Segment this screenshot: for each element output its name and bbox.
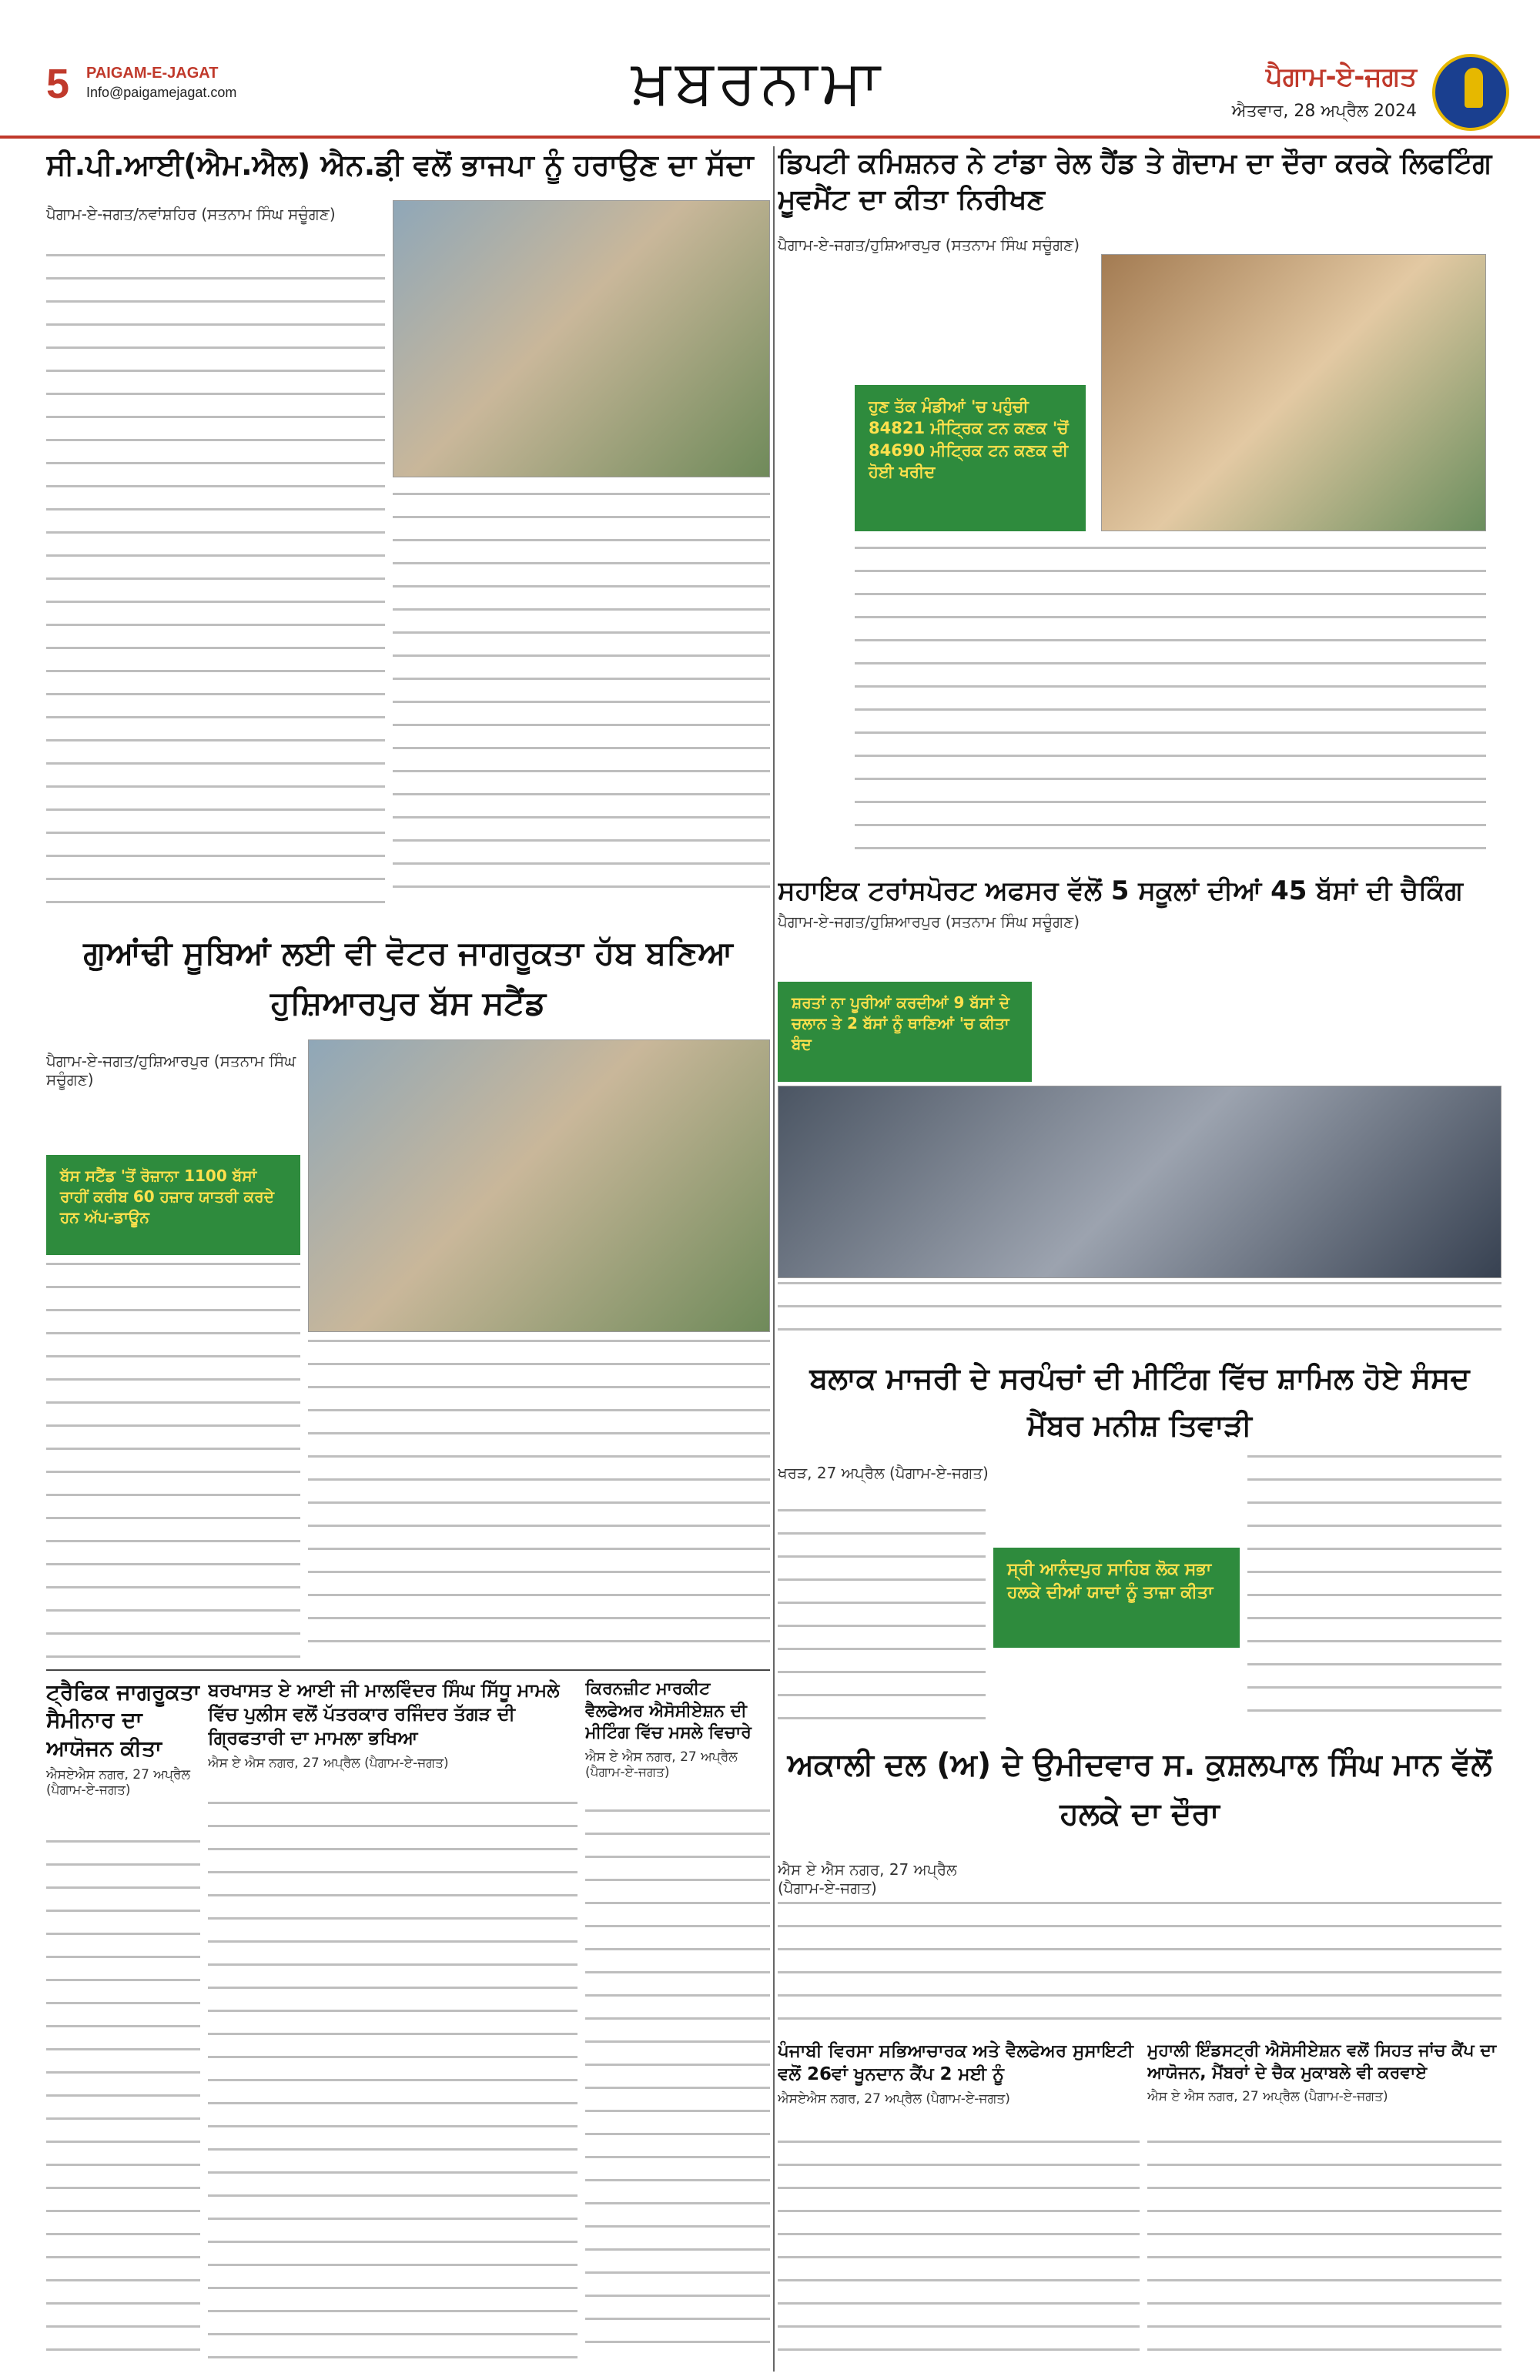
article-photo xyxy=(778,1086,1502,1278)
article-headline: ਅਕਾਲੀ ਦਲ (ਅ) ਦੇ ਉਮੀਦਵਾਰ ਸ. ਕੁਸ਼ਲਪਾਲ ਸਿੰਘ ਮਾਨ ਵੱਲੋਂ ਹਲਕੇ ਦਾ ਦੌਰਾ xyxy=(787,1747,1492,1832)
text-column xyxy=(778,1509,986,1725)
article-headline: ਸੀ.ਪੀ.ਆਈ(ਐਮ.ਐਲ) ਐਨ.ਡ਼ੀ ਵਲੋਂ ਭਾਜਪਾ ਨੂੰ ਹਰਾਉਣ ਦਾ ਸੱਦਾ xyxy=(46,148,754,182)
article-byline: ਪੈਗਾਮ-ਏ-ਜਗਤ/ਹੁਸ਼ਿਆਰਪੁਰ (ਸਤਨਾਮ ਸਿੰਘ ਸਚੂੰਗਣ) xyxy=(46,1052,296,1089)
text-column xyxy=(585,1809,770,2364)
text-column xyxy=(1247,1455,1502,1725)
article-byline: ਪੈਗਾਮ-ਏ-ਜਗਤ/ਨਵਾਂਸ਼ਹਿਰ (ਸਤਨਾਮ ਸਿੰਘ ਸਚੂੰਗਣ) xyxy=(46,205,336,223)
article-byline: ਐਸ ਏ ਐਸ ਨਗਰ, 27 ਅਪ੍ਰੈਲ (ਪੈਗਾਮ-ਏ-ਜਗਤ) xyxy=(1147,2089,1388,2105)
masthead xyxy=(0,0,1540,139)
article-byline-wrap xyxy=(778,1856,993,1902)
article-photo xyxy=(1101,254,1486,531)
text-column xyxy=(1147,2141,1502,2364)
contact-email[interactable]: Info@paigamejagat.com xyxy=(86,85,237,100)
section-divider xyxy=(46,1669,770,1671)
article-headline: ਬਲਾਕ ਮਾਜਰੀ ਦੇ ਸਰਪੰਚਾਂ ਦੀ ਮੀਟਿੰਗ ਵਿੱਚ ਸ਼ਾਮਿਲ ਹੋਏ ਸੰਸਦ ਮੈਂਬਰ ਮਨੀਸ਼ ਤਿਵਾੜੀ xyxy=(809,1361,1470,1442)
brand-name-en: PAIGAM-E-JAGAT xyxy=(86,65,219,82)
brand-name-pa: ਪੈਗਾਮ-ਏ-ਜਗਤ xyxy=(1265,62,1417,92)
article-headline: ਮੁਹਾਲੀ ਇੰਡਸਟ੍ਰੀ ਐਸੋਸੀਏਸ਼ਨ ਵਲੋਂ ਸਿਹਤ ਜਾਂਚ ਕੈਂਪ ਦਾ ਆਯੋਜਨ, ਮੈਂਬਰਾਂ ਦੇ ਚੈਕ ਮੁਕਾਬਲੇ ਵੀ ਕਰਵਾਏ xyxy=(1147,2041,1497,2083)
text-column xyxy=(308,1340,770,1663)
article-byline: ਪੈਗਾਮ-ਏ-ਜਗਤ/ਹੁਸ਼ਿਆਰਪੁਰ (ਸਤਨਾਮ ਸਿੰਘ ਸਚੂੰਗਣ) xyxy=(778,236,1080,254)
column-divider xyxy=(773,146,775,2372)
article-byline: ਐਸ ਏ ਐਸ ਨਗਰ, 27 ਅਪ੍ਰੈਲ (ਪੈਗਾਮ-ਏ-ਜਗਤ) xyxy=(208,1755,449,1771)
text-column xyxy=(778,1902,1502,2033)
article-highlight-box: ਬੱਸ ਸਟੈਂਡ 'ਤੋਂ ਰੋਜ਼ਾਨਾ 1100 ਬੱਸਾਂ ਰਾਹੀਂ ਕਰੀਬ 60 ਹਜ਼ਾਰ ਯਾਤਰੀ ਕਰਦੇ ਹਨ ਅੱਪ-ਡਾਊਨ xyxy=(46,1155,300,1255)
article-headline: ਕਿਰਨਜ਼ੀਟ ਮਾਰਕੀਟ ਵੈਲਫੇਅਰ ਐਸੋਸੀਏਸ਼ਨ ਦੀ ਮੀਟਿੰਗ ਵਿੱਚ ਮਸਲੇ ਵਿਚਾਰੇ xyxy=(585,1679,752,1743)
article-byline: ਐਸਏਐਸ ਨਗਰ, 27 ਅਪ੍ਰੈਲ (ਪੈਗਾਮ-ਏ-ਜਗਤ) xyxy=(778,2090,1010,2107)
article-headline: ਗੁਆਂਢੀ ਸੂਬਿਆਂ ਲਈ ਵੀ ਵੋਟਰ ਜਾਗਰੂਕਤਾ ਹੱਬ ਬਣਿਆ ਹੁਸ਼ਿਆਰਪੁਰ ਬੱਸ ਸਟੈਂਡ xyxy=(83,934,733,1023)
article-akali-dal xyxy=(778,1740,1502,1848)
article-headline: ਪੰਜਾਬੀ ਵਿਰਸਾ ਸਭਿਆਚਾਰਕ ਅਤੇ ਵੈਲਫੇਅਰ ਸੁਸਾਇਟੀ ਵਲੋਂ 26ਵਾਂ ਖੂਨਦਾਨ ਕੈਂਪ 2 ਮਈ ਨੂੰ xyxy=(778,2041,1133,2084)
article-byline: ਐਸਏਐਸ ਨਗਰ, 27 ਅਪ੍ਰੈਲ (ਪੈਗਾਮ-ਏ-ਜਗਤ) xyxy=(46,1767,190,1799)
article-manish-tewari xyxy=(778,1355,1502,1455)
torch-logo-icon xyxy=(1432,54,1509,131)
text-column xyxy=(855,547,1486,870)
text-column xyxy=(46,1263,300,1663)
text-column xyxy=(778,1282,1502,1351)
article-byline: ਐਸ ਏ ਐਸ ਨਗਰ, 27 ਅਪ੍ਰੈਲ (ਪੈਗਾਮ-ਏ-ਜਗਤ) xyxy=(585,1749,738,1780)
article-byline: ਖਰੜ, 27 ਅਪ੍ਰੈਲ (ਪੈਗਾਮ-ਏ-ਜਗਤ) xyxy=(778,1464,989,1482)
article-headline: ਸਹਾਇਕ ਟਰਾਂਸਪੋਰਟ ਅਫਸਰ ਵੱਲੋਂ 5 ਸਕੂਲਾਂ ਦੀਆਂ 45 ਬੱਸਾਂ ਦੀ ਚੈਕਿੰਗ xyxy=(778,875,1463,906)
article-headline: ਬਰਖਾਸਤ ਏ ਆਈ ਜੀ ਮਾਲਵਿੰਦਰ ਸਿੰਘ ਸਿੱਧੂ ਮਾਮਲੇ ਵਿੱਚ ਪੁਲੀਸ ਵਲੋਂ ਪੱਤਰਕਾਰ ਰਜਿੰਦਰ ਤੱਗੜ ਦੀ ਗ੍ਰਿਫਤਾਰੀ ਦਾ ਮਾਮਲਾ ਭਖਿਆ xyxy=(208,1679,560,1749)
article-byline-wrap xyxy=(46,1047,339,1093)
article-photo xyxy=(308,1039,770,1332)
text-column xyxy=(46,1840,200,2364)
article-byline: ਪੈਗਾਮ-ਏ-ਜਗਤ/ਹੁਸ਼ਿਆਰਪੁਰ (ਸਤਨਾਮ ਸਿੰਘ ਸਚੂੰਗਣ) xyxy=(778,912,1080,932)
issue-date: ਐਤਵਾਰ, 28 ਅਪ੍ਰੈਲ 2024 xyxy=(1231,102,1417,121)
article-highlight-box: ਸ਼ਰਤਾਂ ਨਾ ਪੂਰੀਆਂ ਕਰਦੀਆਂ 9 ਬੱਸਾਂ ਦੇ ਚਲਾਨ ਤੇ 2 ਬੱਸਾਂ ਨੂੰ ਥਾਣਿਆਂ 'ਚ ਕੀਤਾ ਬੰਦ xyxy=(778,982,1032,1082)
text-column xyxy=(208,1802,578,2364)
article-highlight-box: ਸ੍ਰੀ ਆਨੰਦਪੁਰ ਸਾਹਿਬ ਲੋਕ ਸਭਾ ਹਲਕੇ ਦੀਆਂ ਯਾਦਾਂ ਨੂੰ ਤਾਜ਼ਾ ਕੀਤਾ xyxy=(993,1548,1240,1648)
article-byline: ਐਸ ਏ ਐਸ ਨਗਰ, 27 ਅਪ੍ਰੈਲ (ਪੈਗਾਮ-ਏ-ਜਗਤ) xyxy=(778,1860,957,1897)
article-highlight-box: ਹੁਣ ਤੱਕ ਮੰਡੀਆਂ 'ਚ ਪਹੁੰਚੀ 84821 ਮੀਟ੍ਰਿਕ ਟਨ ਕਣਕ 'ਚੋਂ 84690 ਮੀਟ੍ਰਿਕ ਟਨ ਕਣਕ ਦੀ ਹੋਈ ਖਰੀਦ xyxy=(855,385,1086,531)
article-byline-wrap xyxy=(778,1459,993,1505)
section-title: ਖ਼ਬਰਨਾਮਾ xyxy=(631,46,885,118)
text-column xyxy=(46,254,385,909)
text-column xyxy=(393,493,770,909)
article-headline: ਟ੍ਰੈਫਿਕ ਜਾਗਰੂਕਤਾ ਸੈਮੀਨਾਰ ਦਾ ਆਯੋਜਨ ਕੀਤਾ xyxy=(46,1679,200,1761)
page-number: 5 xyxy=(46,61,70,107)
article-headline: ਡਿਪਟੀ ਕਮਿਸ਼ਨਰ ਨੇ ਟਾਂਡਾ ਰੇਲ ਹੈਂਡ ਤੇ ਗੋਦਾਮ ਦਾ ਦੌਰਾ ਕਰਕੇ ਲਿਫਟਿੰਗ ਮੂਵਮੈਂਟ ਦਾ ਕੀਤਾ ਨਿਰੀਖਣ xyxy=(778,148,1492,216)
article-photo xyxy=(393,200,770,477)
article-voter-awareness xyxy=(46,928,770,1043)
text-column xyxy=(778,2141,1140,2364)
